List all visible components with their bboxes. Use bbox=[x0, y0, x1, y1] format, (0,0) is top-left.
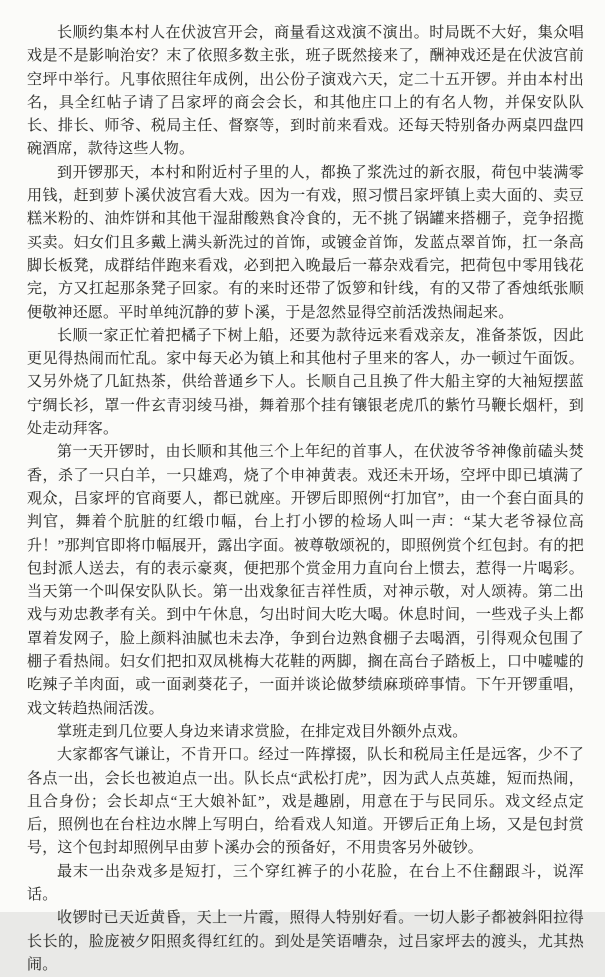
paragraph-2: 到开锣那天，本村和附近村子里的人，都换了浆洗过的新衣服，荷包中装满零用钱，赶到萝卜溪伏波宫看大戏。因为一有戏，照习惯吕家坪镇上卖大面的、卖豆糕米粉的、油炸饼和其他干湿甜酸熟食冷食的，无不挑了锅罐来搭棚子，竞争招揽买卖。妇女们且多戴上满头新洗过的首饰，或镀金首饰，发蓝点翠首饰，扛一条高脚长板凳，成群结伴跑来看戏，必到把入晚最后一幕杂戏看完，把荷包中零用钱花完，方又扛起那条凳子回家。有的来时还带了饭箩和针线，有的又带了香烛纸张顺便敬神还愿。平时单纯沉静的萝卜溪，于是忽然显得空前活泼热闹起来。 bbox=[27, 164, 584, 321]
paragraph-4: 第一天开锣时，由长顺和其他三个上年纪的首事人，在伏波爷爷神像前磕头焚香，杀了一只白羊，一只雄鸡，烧了个申神黄表。戏还未开场，空坪中即已填满了观众，吕家坪的官商要人，都已就座。开锣后即照例“打加官”，由一个套白面具的判官，舞着个肮脏的红缎巾幅，台上打小锣的检场人叫一声：“某大老爷禄位高升！”那判官即将巾幅展开，露出字面。被尊敬颂祝的，即照例赏个红包封。有的把包封派人送去，有的表示豪爽，便把那个赏金用力直向台上惯去，惹得一片喝彩。当天第一个叫保安队队长。第一出戏象征吉祥性质，对神示敬，对人颂祷。第二出戏与劝忠教孝有关。到中午休息，匀出时间大吃大喝。休息时间，一些戏子头上都罩着发网子，脸上颜料油腻也未去净，争到台边熟食棚子去喝酒，引得观众包围了棚子看热闹。妇女们把扣双凤桃梅大花鞋的两脚，搁在高台子踏板上，口中嘘嘘的吃辣子羊肉面，或一面剥葵花子，一面并谈论做梦绩麻琐碎事情。下午开锣重唱，戏文转趋热闹活泼。 bbox=[27, 444, 584, 717]
paragraph-5: 掌班走到几位要人身边来请求赏脸，在排定戏目外额外点戏。 bbox=[57, 723, 468, 740]
paragraph-6: 大家都客气谦让，不肯开口。经过一阵撑掇，队长和税局主任是远客，少不了各点一出，会长也被迫点一出。队长点“武松打虎”，因为武人点英雄，短而热闹，且合身份；会长却点“王大娘补缸”，戏是趣剧，用意在于与民同乐。戏文经点定后，照例也在台柱边水牌上写明白，给看戏人知道。开锣后正角上场，又是包封赏号，这个包封却照例早由萝卜溪办会的预备好，不用贵客另外破钞。 bbox=[27, 747, 584, 857]
paragraph-3: 长顺一家正忙着把橘子下树上船，还要为款待远来看戏亲友，准备茶饭，因此更见得热闹而忙乱。家中每天必为镇上和其他村子里来的客人，办一顿过午面饭。又另外烧了几缸热茶，供给普通乡下人。长顺自己且换了件大船主穿的大袖短摆蓝宁绸长衫，罩一件玄青羽绫马褂，舞着那个挂有镶银老虎爪的紫竹马鞭长烟杆，到处走动拜客。 bbox=[27, 327, 584, 438]
paragraph-1: 长顺约集本村人在伏波宫开会，商量看这戏演不演出。时局既不大好，集众唱戏是不是影响治安？末了依照多数主张，班子既然接来了，酬神戏还是在伏波宫前空坪中举行。凡事依照往年成例，出公份子演戏六天，定二十五开锣。并由本村出名，具全红帖子请了吕家坪的商会会长，和其他庄口上的有名人物，并保安队队长、排长、师爷、税局主任、督察等，到时前来看戏。还每天特别备办两桌四盘四碗酒席，款待这些人物。 bbox=[27, 25, 584, 158]
paragraph-8: 收锣时已天近黄昏，天上一片霞，照得人特别好看。一切人影子都被斜阳拉得长长的，脸庞被夕阳照炙得红红的。到处是笑语嘈杂，过吕家坪去的渡头，尤其热闹。 bbox=[27, 910, 584, 973]
paragraph-7: 最末一出杂戏多是短打，三个穿红裤子的小花脸，在台上不住翻跟斗，说浑话。 bbox=[27, 863, 584, 903]
